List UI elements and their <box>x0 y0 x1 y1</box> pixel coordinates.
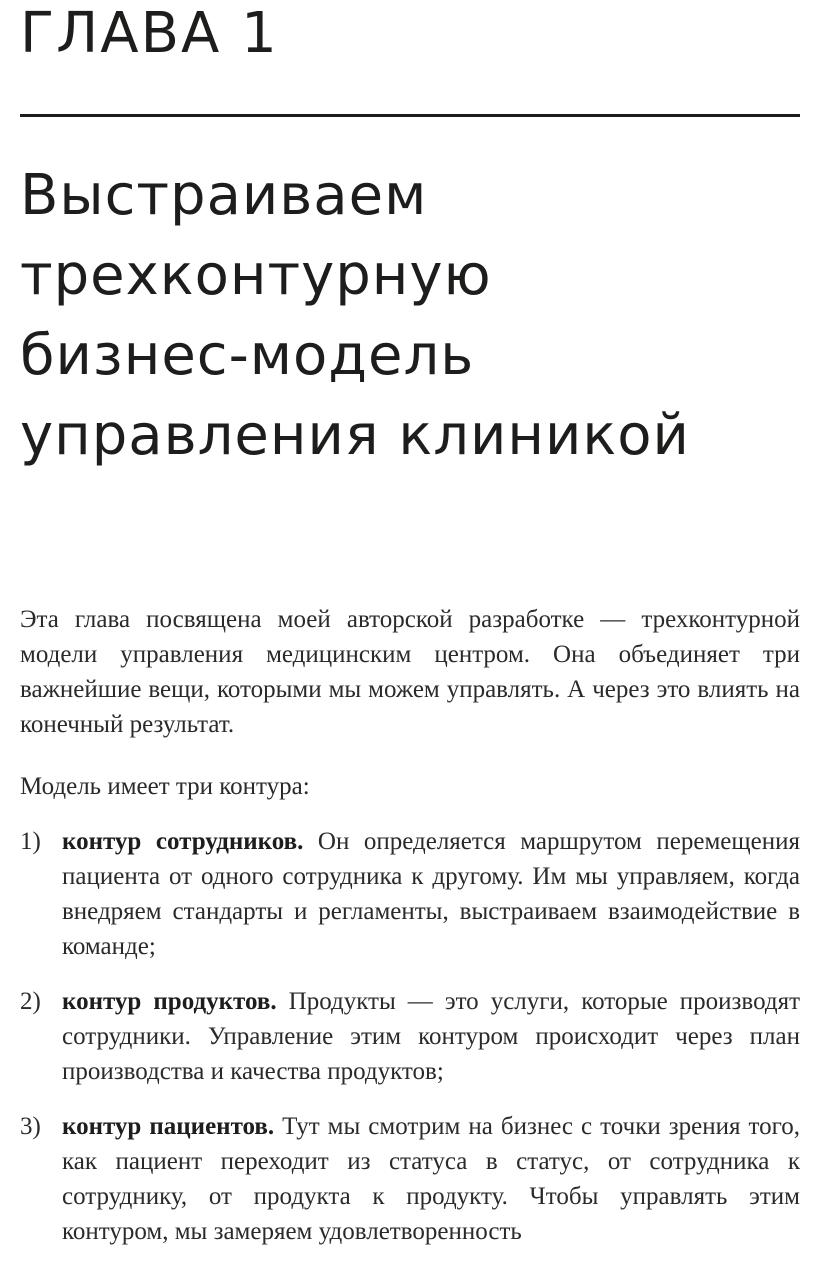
chapter-title-line: управления клиникой <box>20 403 690 468</box>
list-item-number: 1) <box>20 828 41 855</box>
body-text <box>20 602 800 1269</box>
chapter-title-line: бизнес-модель <box>20 323 475 388</box>
list-item-text: Продукты — это услуги, которые производят сотрудники. Управление этим контуром происходит через план производства и качества продуктов; <box>62 988 800 1085</box>
list-item-term: контур продуктов. <box>62 988 277 1015</box>
list-item-term: контур пациентов. <box>62 1113 275 1140</box>
list-item-number: 3) <box>20 1113 41 1140</box>
lead-paragraph: Модель имеет три контура: <box>20 773 310 800</box>
list-item <box>20 824 800 964</box>
chapter-title-line: трехконтурную <box>20 243 492 308</box>
chapter-title <box>20 156 810 476</box>
chapter-title-line: Выстраиваем <box>20 163 428 228</box>
chapter-divider <box>20 114 800 117</box>
intro-paragraph: Эта глава посвящена моей авторской разработке — трехконтурной модели управления медицинским центром. Она объединяет три важнейшие вещи, которыми мы можем управлять. А через это влиять на конечный результат. <box>20 606 800 738</box>
list-item <box>20 1109 800 1249</box>
list-item-text: Он определяется маршрутом перемещения пациента от одного сотрудника к другому. Им мы управляем, когда внедряем стандарты и регламенты, выстраиваем взаимодействие в команде; <box>62 828 800 960</box>
list-item-number: 2) <box>20 988 41 1015</box>
list-item-text: Тут мы смотрим на бизнес с точки зрения того, как пациент переходит из статуса в статус, от сотрудника к сотруднику, от продукта к продукту. Чтобы управлять этим контуром, мы замеряем удовлетворенность <box>62 1113 800 1245</box>
chapter-label: ГЛАВА 1 <box>20 1 279 66</box>
contour-list <box>20 824 800 1249</box>
list-item-term: контур сотрудников. <box>62 828 304 855</box>
list-item <box>20 984 800 1089</box>
